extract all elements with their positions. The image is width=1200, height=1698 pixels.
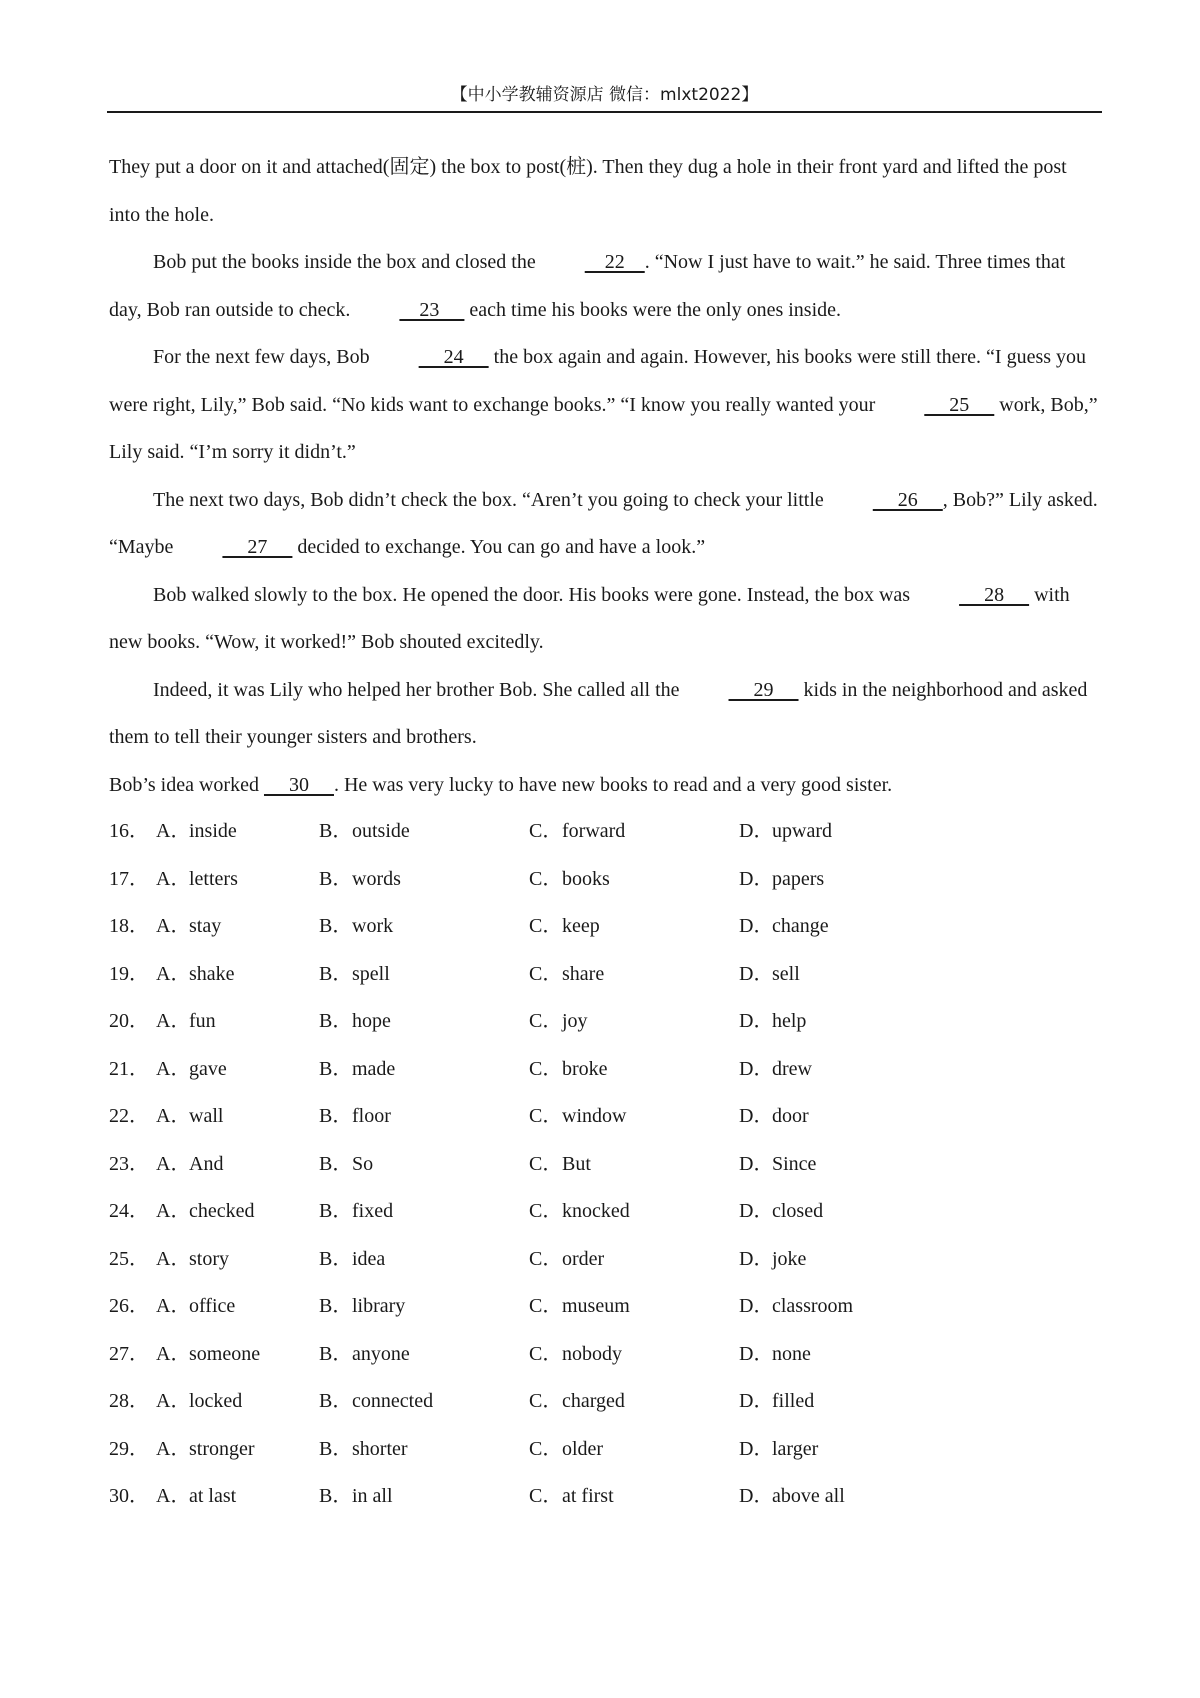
option-text: share: [562, 962, 605, 985]
option-letter: A．: [156, 1105, 191, 1127]
option-a[interactable]: [109, 903, 221, 951]
option-d[interactable]: [739, 1426, 818, 1474]
option-text: nobody: [562, 1342, 622, 1365]
option-text: above all: [772, 1485, 845, 1507]
option-text: drew: [772, 1057, 812, 1080]
option-text: joke: [772, 1247, 807, 1270]
blank-28: 28: [959, 583, 1030, 606]
option-c[interactable]: [529, 856, 610, 904]
option-text: shorter: [352, 1437, 408, 1460]
option-d[interactable]: [739, 808, 832, 856]
option-text: help: [772, 1010, 807, 1032]
option-text: stronger: [189, 1437, 255, 1460]
option-text: So: [352, 1152, 374, 1175]
question-number: 18．: [109, 915, 149, 937]
option-letter: C．: [529, 1200, 563, 1222]
option-letter: A．: [156, 1485, 191, 1507]
blank-30: 30: [263, 773, 334, 796]
option-d[interactable]: [739, 903, 829, 951]
option-letter: D．: [739, 1152, 774, 1175]
question-number: 16．: [109, 820, 149, 842]
option-letter: B．: [319, 1437, 353, 1460]
paragraph-text: , Bob?” Lily asked. “Maybe: [109, 488, 1098, 558]
question-number: 23．: [109, 1152, 149, 1175]
option-letter: C．: [529, 867, 563, 890]
question-row: [109, 856, 1101, 904]
option-text: someone: [189, 1342, 261, 1365]
option-letter: C．: [529, 1295, 563, 1317]
option-a[interactable]: [109, 1283, 235, 1331]
option-letter: B．: [319, 1057, 353, 1080]
option-b[interactable]: [319, 1331, 410, 1379]
question-row: [109, 1236, 1101, 1284]
answer-choices: [109, 808, 1101, 1521]
option-text: letters: [189, 867, 238, 890]
option-d[interactable]: [739, 1331, 811, 1379]
option-letter: D．: [739, 1010, 774, 1032]
option-a[interactable]: [109, 1141, 223, 1189]
question-number: 26．: [109, 1295, 149, 1317]
option-letter: D．: [739, 915, 774, 937]
option-letter: C．: [529, 1152, 563, 1175]
option-c[interactable]: [529, 1236, 604, 1284]
option-letter: C．: [529, 915, 563, 937]
option-a[interactable]: [109, 1378, 242, 1426]
question-number: 28．: [109, 1390, 149, 1412]
option-letter: C．: [529, 1485, 563, 1507]
option-letter: B．: [319, 1105, 353, 1127]
option-a[interactable]: [109, 1236, 229, 1284]
option-letter: B．: [319, 1200, 353, 1222]
option-text: spell: [352, 962, 390, 985]
paragraph-6: [109, 667, 1101, 762]
option-c[interactable]: [529, 1046, 608, 1094]
option-letter: D．: [739, 1105, 774, 1127]
option-d[interactable]: [739, 1141, 816, 1189]
blank-25: 25: [924, 393, 995, 416]
option-letter: A．: [156, 1247, 191, 1270]
option-letter: D．: [739, 1057, 774, 1080]
question-row: [109, 1046, 1101, 1094]
option-letter: B．: [319, 867, 353, 890]
option-text: Since: [772, 1152, 817, 1175]
option-letter: B．: [319, 962, 353, 985]
option-text: story: [189, 1247, 229, 1270]
paragraph-text: each time his books were the only ones inside.: [464, 298, 842, 321]
paragraph-text: The next two days, Bob didn’t check the box. “Aren’t you going to check your little: [153, 488, 829, 511]
option-b[interactable]: [319, 1283, 405, 1331]
blank-24: 24: [418, 346, 489, 368]
paragraph-text: kids in the neighborhood and asked them to tell their younger sisters and brothers.: [109, 678, 1088, 748]
option-letter: C．: [529, 1247, 563, 1270]
paragraph-5: [109, 572, 1101, 667]
option-letter: A．: [156, 915, 191, 937]
option-text: books: [562, 867, 610, 890]
option-text: work: [352, 915, 394, 937]
paragraph-text: decided to exchange. You can go and have a look.”: [292, 536, 706, 558]
option-text: library: [352, 1295, 406, 1317]
question-row: [109, 1188, 1101, 1236]
option-text: order: [562, 1247, 605, 1270]
option-letter: A．: [156, 1295, 191, 1317]
option-letter: C．: [529, 962, 563, 985]
option-letter: A．: [156, 1437, 191, 1460]
option-text: wall: [189, 1105, 224, 1127]
option-a[interactable]: [109, 1093, 223, 1141]
paragraph-text: Bob put the books inside the box and closed the: [153, 251, 541, 273]
question-row: [109, 1283, 1101, 1331]
paragraph-text: For the next few days, Bob: [153, 346, 375, 368]
option-text: And: [189, 1152, 224, 1175]
question-number: 21．: [109, 1057, 149, 1080]
blank-26: 26: [872, 488, 943, 511]
option-letter: C．: [529, 1105, 563, 1127]
question-row: [109, 1331, 1101, 1379]
option-letter: B．: [319, 1247, 353, 1270]
blank-22: 22: [584, 251, 645, 273]
question-number: 19．: [109, 962, 149, 985]
option-d[interactable]: [739, 1093, 809, 1141]
option-letter: B．: [319, 1485, 353, 1507]
option-text: fun: [189, 1010, 216, 1032]
option-letter: A．: [156, 962, 191, 985]
option-b[interactable]: [319, 856, 401, 904]
option-b[interactable]: [319, 1046, 395, 1094]
question-row: [109, 1093, 1101, 1141]
paragraph-text: with new books. “Wow, it worked!” Bob shouted excitedly.: [109, 583, 1070, 653]
option-c[interactable]: [529, 1141, 591, 1189]
option-d[interactable]: [739, 1378, 814, 1426]
option-letter: C．: [529, 1057, 563, 1080]
option-text: made: [352, 1057, 396, 1080]
option-letter: C．: [529, 1342, 563, 1365]
option-letter: A．: [156, 1010, 191, 1032]
option-b[interactable]: [319, 1473, 393, 1521]
question-number: 17．: [109, 867, 149, 890]
option-letter: C．: [529, 1010, 563, 1032]
option-c[interactable]: [529, 1283, 630, 1331]
option-text: papers: [772, 867, 825, 890]
option-b[interactable]: [319, 1236, 385, 1284]
option-letter: D．: [739, 1295, 774, 1317]
option-letter: D．: [739, 1200, 774, 1222]
paragraph-4: [109, 477, 1101, 572]
option-letter: D．: [739, 820, 774, 842]
option-d[interactable]: [739, 1236, 806, 1284]
paragraph-text: the box again and again. However, his books were still there. “I guess you were right, Lily,” Bob said. “No kids want to exchange books.” “I know you really wanted your: [109, 346, 1087, 416]
option-c[interactable]: [529, 1473, 614, 1521]
option-a[interactable]: [109, 1331, 260, 1379]
option-letter: D．: [739, 1485, 774, 1507]
option-letter: B．: [319, 1342, 353, 1365]
paragraph-7: [109, 762, 1101, 810]
option-b[interactable]: [319, 1093, 391, 1141]
option-letter: D．: [739, 867, 774, 890]
option-a[interactable]: [109, 1188, 255, 1236]
option-text: locked: [189, 1390, 243, 1412]
option-text: filled: [772, 1390, 815, 1412]
option-text: office: [189, 1295, 236, 1317]
option-c[interactable]: [529, 808, 625, 856]
question-row: [109, 998, 1101, 1046]
option-c[interactable]: [529, 1331, 622, 1379]
paragraph-1: [109, 144, 1101, 239]
option-text: outside: [352, 820, 410, 842]
option-c[interactable]: [529, 903, 600, 951]
option-letter: D．: [739, 1342, 774, 1365]
page-header: 【中小学教辅资源店 微信：mlxt2022】: [450, 85, 759, 105]
question-number: 22．: [109, 1105, 149, 1127]
option-b[interactable]: [319, 998, 391, 1046]
option-d[interactable]: [739, 856, 824, 904]
option-text: inside: [189, 820, 237, 842]
option-b[interactable]: [319, 903, 393, 951]
option-a[interactable]: [109, 856, 238, 904]
question-number: 27．: [109, 1342, 149, 1365]
option-text: broke: [562, 1057, 608, 1080]
paragraph-text: . “Now I just have to wait.” he said. Three times that day, Bob ran outside to check.: [109, 251, 1066, 321]
option-text: anyone: [352, 1342, 410, 1365]
option-text: change: [772, 915, 829, 937]
option-text: forward: [562, 820, 626, 842]
paragraph-text: They put a door on it and attached(固定) the box to post(桩). Then they dug a hole in their front yard and lifted the post into the hole.: [109, 156, 1067, 226]
option-d[interactable]: [739, 998, 806, 1046]
question-row: [109, 1473, 1101, 1521]
option-text: larger: [772, 1437, 819, 1460]
option-text: joy: [562, 1010, 588, 1032]
option-a[interactable]: [109, 951, 235, 999]
option-letter: B．: [319, 1152, 353, 1175]
option-c[interactable]: [529, 998, 588, 1046]
option-text: sell: [772, 962, 800, 985]
option-letter: A．: [156, 1200, 191, 1222]
option-d[interactable]: [739, 1188, 823, 1236]
option-text: gave: [189, 1057, 227, 1080]
option-a[interactable]: [109, 1046, 227, 1094]
paragraph-3: [109, 334, 1101, 477]
option-letter: D．: [739, 962, 774, 985]
option-letter: B．: [319, 820, 353, 842]
option-letter: D．: [739, 1247, 774, 1270]
option-b[interactable]: [319, 1188, 393, 1236]
option-d[interactable]: [739, 1473, 845, 1521]
option-text: none: [772, 1342, 811, 1365]
option-text: at first: [562, 1485, 614, 1507]
option-c[interactable]: [529, 1378, 625, 1426]
paragraph-text: . He was very lucky to have new books to read and a very good sister.: [333, 773, 893, 796]
option-d[interactable]: [739, 1283, 853, 1331]
option-text: hope: [352, 1010, 391, 1032]
option-text: floor: [352, 1105, 391, 1127]
cloze-passage: [109, 144, 1101, 809]
option-text: museum: [562, 1295, 630, 1317]
question-row: [109, 903, 1101, 951]
option-text: stay: [189, 915, 222, 937]
option-d[interactable]: [739, 951, 800, 999]
option-letter: D．: [739, 1390, 774, 1412]
option-letter: A．: [156, 867, 191, 890]
option-c[interactable]: [529, 1188, 630, 1236]
option-text: door: [772, 1105, 809, 1127]
paragraph-text: work, Bob,” Lily said. “I’m sorry it didn’t.”: [109, 393, 1098, 463]
option-text: closed: [772, 1200, 824, 1222]
option-b[interactable]: [319, 808, 410, 856]
option-text: shake: [189, 962, 235, 985]
question-row: [109, 1378, 1101, 1426]
paragraph-text: Bob’s idea worked: [109, 773, 264, 796]
question-number: 20．: [109, 1010, 149, 1032]
option-a[interactable]: [109, 998, 216, 1046]
option-b[interactable]: [319, 951, 390, 999]
header-divider: [107, 111, 1102, 113]
blank-27: 27: [222, 536, 293, 558]
question-row: [109, 1426, 1101, 1474]
question-row: [109, 808, 1101, 856]
option-text: older: [562, 1437, 604, 1460]
option-b[interactable]: [319, 1378, 433, 1426]
option-text: connected: [352, 1390, 434, 1412]
option-letter: B．: [319, 1010, 353, 1032]
option-letter: A．: [156, 1342, 191, 1365]
option-text: checked: [189, 1200, 255, 1222]
option-c[interactable]: [529, 951, 604, 999]
option-letter: B．: [319, 1390, 353, 1412]
blank-29: 29: [728, 678, 799, 701]
option-text: window: [562, 1105, 627, 1127]
option-letter: A．: [156, 1152, 191, 1175]
option-text: classroom: [772, 1295, 854, 1317]
option-text: fixed: [352, 1200, 394, 1222]
option-d[interactable]: [739, 1046, 812, 1094]
option-a[interactable]: [109, 808, 237, 856]
option-b[interactable]: [319, 1141, 373, 1189]
question-row: [109, 1141, 1101, 1189]
option-text: in all: [352, 1485, 393, 1507]
option-letter: A．: [156, 820, 191, 842]
option-text: idea: [352, 1247, 386, 1270]
option-b[interactable]: [319, 1426, 408, 1474]
option-letter: C．: [529, 820, 563, 842]
paragraph-2: [109, 239, 1101, 334]
blank-23: 23: [399, 298, 465, 321]
option-letter: C．: [529, 1390, 563, 1412]
option-letter: A．: [156, 1390, 191, 1412]
option-a[interactable]: [109, 1426, 255, 1474]
paragraph-text: Bob walked slowly to the box. He opened the door. His books were gone. Instead, the box was: [153, 583, 916, 606]
option-text: knocked: [562, 1200, 630, 1222]
question-number: 24．: [109, 1200, 149, 1222]
option-letter: B．: [319, 915, 353, 937]
option-c[interactable]: [529, 1093, 626, 1141]
option-letter: B．: [319, 1295, 353, 1317]
option-text: upward: [772, 820, 832, 842]
option-letter: C．: [529, 1437, 563, 1460]
option-text: charged: [562, 1390, 625, 1412]
option-c[interactable]: [529, 1426, 603, 1474]
option-letter: A．: [156, 1057, 191, 1080]
question-number: 29．: [109, 1437, 149, 1460]
option-text: words: [352, 867, 401, 890]
option-text: at last: [189, 1485, 237, 1507]
option-text: But: [562, 1152, 591, 1175]
question-row: [109, 951, 1101, 999]
paragraph-text: Indeed, it was Lily who helped her brother Bob. She called all the: [153, 678, 685, 701]
option-a[interactable]: [109, 1473, 236, 1521]
option-text: keep: [562, 915, 600, 937]
option-letter: D．: [739, 1437, 774, 1460]
question-number: 30．: [109, 1485, 149, 1507]
question-number: 25．: [109, 1247, 149, 1270]
